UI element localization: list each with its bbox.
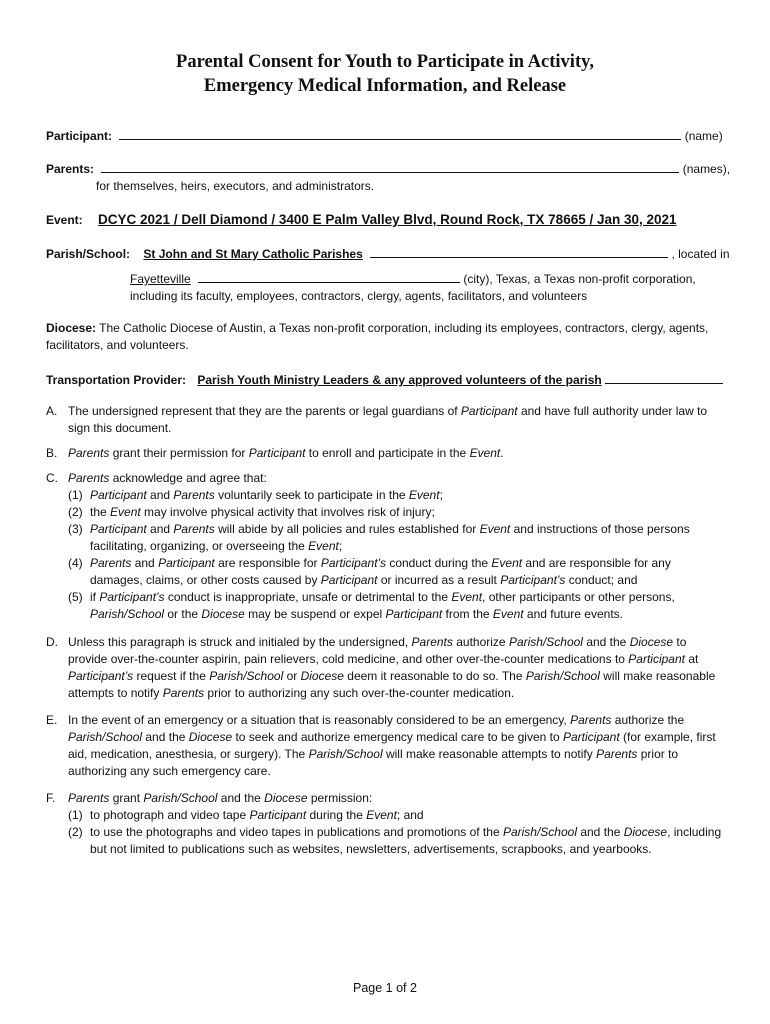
title-line-2: Emergency Medical Information, and Release <box>203 76 567 96</box>
transportation-row <box>46 371 726 389</box>
clause-b: B. Parents grant their permission for Participant to enroll and participate in the Event. <box>46 446 504 460</box>
parents-names-field[interactable] <box>101 160 679 173</box>
parents-row <box>46 160 731 178</box>
title-line-1: Parental Consent for Youth to Participate in Activity, <box>176 52 594 72</box>
transportation-label: Transportation Provider: <box>46 373 187 387</box>
clause-e: E. In the event of an emergency or a situation that is reasonably considered to be an emergency, Parents authorize the Parish/School and the Diocese to seek and authorize emergency medical care to be given to Participant (for example, first aid, medication, anesthesia, or surgery). The Parish/School will make reasonable attempts to notify Parents prior to authorizing any such emergency care. <box>46 713 716 778</box>
participant-label: Participant: <box>46 129 113 143</box>
parents-label: Parents: <box>46 162 95 176</box>
parish-city: Fayetteville <box>130 272 191 286</box>
transportation-field[interactable] <box>605 371 723 384</box>
event-label: Event: <box>46 213 83 227</box>
parish-city-row <box>130 270 726 288</box>
clause-a: A. The undersigned represent that they are the parents or legal guardians of Participant and have full authority under law to sign this document. <box>46 404 708 435</box>
parish-city-field[interactable] <box>198 270 460 283</box>
parish-school-value: St John and St Mary Catholic Parishes <box>143 247 363 261</box>
diocese-paragraph <box>46 320 716 354</box>
parents-suffix: (names), <box>682 162 731 176</box>
clause-d: D. Unless this paragraph is struck and initialed by the undersigned, Parents authorize Parish/School and the Diocese to provide over-the-counter aspirin, pain relievers, cold medicine, and other over-the-counter medications to Participant at Participant’s request if the Parish/School or Diocese deem it reasonable to do so. The Parish/School will make reasonable attempts to notify Parents prior to authorizing any such over-the-counter medication. <box>46 635 716 700</box>
parish-description: including its faculty, employees, contractors, clergy, agents, facilitators, and volunteers <box>130 289 588 303</box>
parish-city-suffix: (city), Texas, a Texas non-profit corporation, <box>463 272 696 286</box>
parish-school-label: Parish/School: <box>46 247 131 261</box>
event-value: DCYC 2021 / Dell Diamond / 3400 E Palm Valley Blvd, Round Rock, TX 78665 / Jan 30, 2021 <box>98 212 677 227</box>
diocese-text: The Catholic Diocese of Austin, a Texas non-profit corporation, including its employees, contractors, clergy, agents, facilitators, and volunteers. <box>46 321 709 352</box>
clause-c: C. Parents acknowledge and agree that: (1) Participant and Parents voluntarily seek to participate in the Event; (2) the Event may involve physical activity that involves risk of injury; (3) Participant and Parents will abide by all policies and rules established for Event and instructions of those persons facilitating, organizing, or overseeing the Event; (4) Parents and Participant are responsible for Participant’s conduct during the Event and are responsible for any damages, claims, or other costs caused by Participant or incurred as a result Participant’s conduct; and (5) if Participant’s conduct is inappropriate, unsafe or detrimental to the Event, other participants or other persons, Parish/School or the Diocese may be suspend or expel Participant from the Event and future events. <box>46 471 690 621</box>
parents-continuation: for themselves, heirs, executors, and administrators. <box>96 179 375 193</box>
participant-row <box>46 127 726 145</box>
document-title <box>0 50 770 98</box>
participant-name-field[interactable] <box>119 127 681 140</box>
transportation-value: Parish Youth Ministry Leaders & any approved volunteers of the parish <box>197 373 602 387</box>
diocese-label: Diocese: <box>46 321 97 335</box>
parish-school-field[interactable] <box>370 245 668 258</box>
parish-located-in: , located in <box>671 247 730 261</box>
parish-school-row <box>46 245 730 263</box>
clause-f: F. Parents grant Parish/School and the Diocese permission: (1) to photograph and video tape Participant during the Event; and (2) to use the photographs and video tapes in publications and promotions of the Parish/School and the Diocese, including but not limited to publications such as websites, newsletters, advertisements, scrapbooks, and yearbooks. <box>46 791 722 856</box>
participant-suffix: (name) <box>684 129 723 143</box>
page-number: Page 1 of 2 <box>353 981 417 995</box>
event-row <box>46 211 726 229</box>
